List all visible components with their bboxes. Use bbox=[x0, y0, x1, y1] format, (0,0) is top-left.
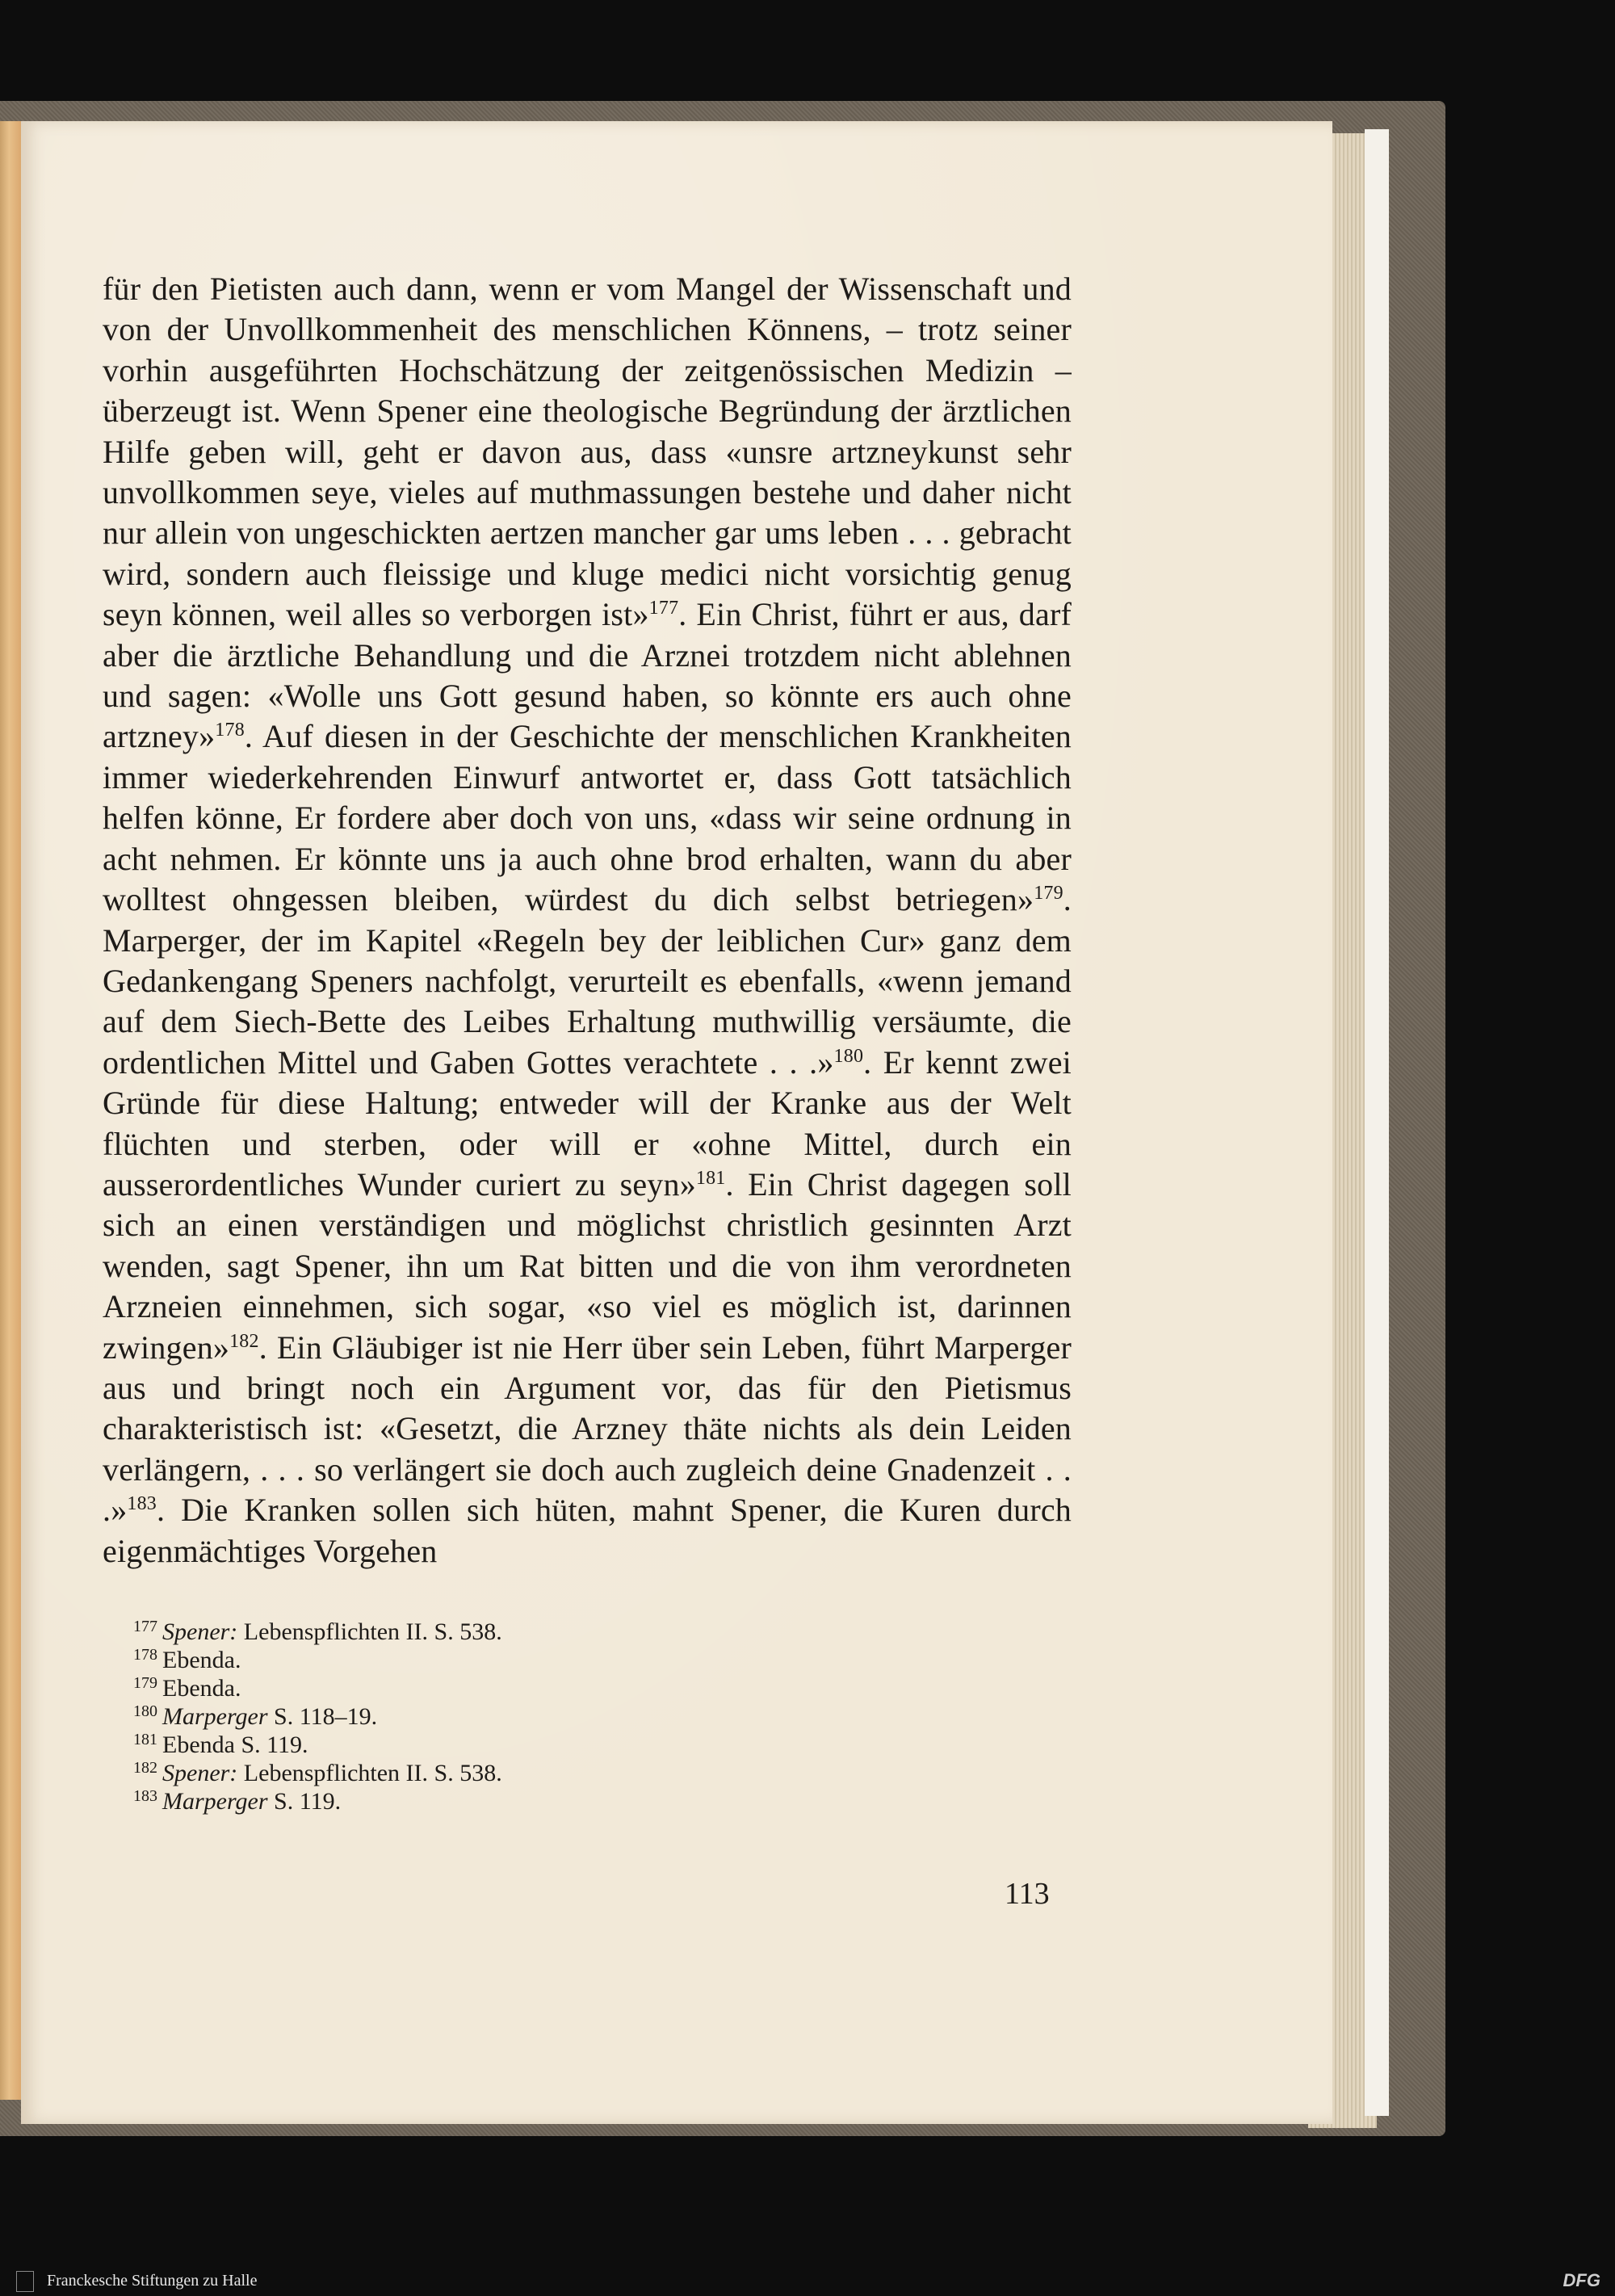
footnote-author: Marperger bbox=[162, 1703, 268, 1730]
footnote-ref: 183 bbox=[127, 1493, 157, 1515]
footnote-number: 178 bbox=[133, 1646, 157, 1664]
footnote-text: Ebenda. bbox=[162, 1675, 241, 1702]
footnote-text: S. 118–19. bbox=[274, 1703, 378, 1730]
footnote-number: 180 bbox=[133, 1702, 157, 1720]
footnote-author: Spener: bbox=[162, 1760, 238, 1786]
footnote-number: 181 bbox=[133, 1731, 157, 1748]
footnote bbox=[133, 1787, 941, 1815]
footnote-text: Lebenspflichten II. S. 538. bbox=[243, 1760, 502, 1786]
text-segment: . Die Kranken sollen sich hüten, mahnt Spener, die Kuren durch eigenmächtiges Vorgehen bbox=[103, 1492, 1072, 1569]
text-segment: . Ein Christ dagegen soll sich an einen verständigen und möglichst christlich gesinnten Arzt wenden, sagt Spener, ihn um Rat bitten und die von ihm verordneten Arzneien einnehmen, sich sogar, «so viel es möglich ist, darinnen zwingen» bbox=[103, 1165, 1072, 1366]
footnote-number: 177 bbox=[133, 1618, 157, 1635]
paragraph bbox=[103, 269, 1072, 1572]
footnote bbox=[133, 1731, 941, 1759]
footnote-ref: 180 bbox=[833, 1045, 864, 1067]
dfg-logo: DFG bbox=[1563, 2270, 1600, 2290]
main-text bbox=[103, 269, 1072, 1572]
text-segment: . Ein Christ, führt er aus, darf aber die ärztliche Behandlung und die Arznei trotzdem nicht ablehnen und sagen: «Wolle uns Gott gesund haben, so könnte ers auch ohne artzney» bbox=[103, 596, 1072, 755]
left-page-edge bbox=[0, 121, 23, 2100]
footnote bbox=[133, 1646, 941, 1674]
text-segment: . Auf diesen in der Geschichte der menschlichen Krankheiten immer wiederkehrenden Einwurf antwortet er, dass Gott tatsächlich helfen könne, Er fordere aber doch von uns, «dass wir seine ordnung in acht nehmen. Er könnte uns ja auch ohne brod erhalten, wann du aber wolltest ohngessen bleiben, würdest du dich selbst betriegen» bbox=[103, 718, 1072, 918]
footnote bbox=[133, 1674, 941, 1702]
footnote-ref: 182 bbox=[229, 1330, 259, 1352]
footer-bar bbox=[0, 2266, 1615, 2296]
footnote-ref: 177 bbox=[648, 598, 679, 619]
footnotes bbox=[133, 1618, 941, 1815]
footnote-ref: 181 bbox=[695, 1167, 726, 1189]
footnote-text: S. 119. bbox=[274, 1788, 342, 1815]
paper-slip bbox=[1365, 129, 1389, 2116]
footnote-number: 183 bbox=[133, 1787, 157, 1805]
footnote-number: 182 bbox=[133, 1759, 157, 1777]
footnote-author: Marperger bbox=[162, 1788, 268, 1815]
footnote-number: 179 bbox=[133, 1674, 157, 1692]
footnote bbox=[133, 1702, 941, 1731]
footnote-text: Ebenda. bbox=[162, 1647, 241, 1673]
footnote-text: Ebenda S. 119. bbox=[162, 1731, 308, 1758]
institution-logo-icon bbox=[16, 2271, 34, 2292]
footnote-ref: 178 bbox=[215, 720, 245, 741]
footnote bbox=[133, 1618, 941, 1646]
footnote bbox=[133, 1759, 941, 1787]
footnote-author: Spener: bbox=[162, 1618, 238, 1645]
institution-name: Franckesche Stiftungen zu Halle bbox=[47, 2272, 258, 2290]
text-segment: . Marperger, der im Kapitel «Regeln bey der leiblichen Cur» ganz dem Gedankengang Speners nachfolgt, verurteilt es ebenfalls, «wenn jemand auf dem Siech-Bette des Leibes Erhaltung muthwillig versäumte, die ordentlichen Mittel und Gaben Gottes verachtete . . .» bbox=[103, 881, 1072, 1081]
text-segment: . Ein Gläubiger ist nie Herr über sein Leben, führt Marperger aus und bringt noch ein Argument vor, das für den Pietismus charakteristisch ist: «Gesetzt, die Arzney thäte nichts als dein Leiden verlängern, . . . so verlängert sie doch auch zugleich deine Gnadenzeit . . .» bbox=[103, 1328, 1072, 1529]
text-segment: für den Pietisten auch dann, wenn er vom Mangel der Wissenschaft und von der Unvollkommenheit des menschlichen Könnens, – trotz seiner vorhin ausgeführten Hochschätzung der zeitgenössischen Medizin – überzeugt ist. Wenn Spener eine theologische Begründung der ärztlichen Hilfe geben will, geht er davon aus, dass «unsre artzneykunst sehr unvollkommen seye, vieles auf muthmassungen bestehe und daher nicht nur allein von ungeschickten aertzen mancher gar ums leben . . . gebracht wird, sondern auch fleissige und kluge medici nicht vorsichtig genug seyn können, weil alles so verborgen ist» bbox=[103, 271, 1072, 633]
text-segment: . Er kennt zwei Gründe für diese Haltung; entweder will der Kranke aus der Welt flüchten und sterben, oder will er «ohne Mittel, durch ein ausserordentliches Wunder curiert zu seyn» bbox=[103, 1043, 1072, 1203]
footnote-ref: 179 bbox=[1034, 883, 1063, 905]
page-number: 113 bbox=[1005, 1877, 1050, 1911]
footnote-text: Lebenspflichten II. S. 538. bbox=[243, 1618, 502, 1645]
